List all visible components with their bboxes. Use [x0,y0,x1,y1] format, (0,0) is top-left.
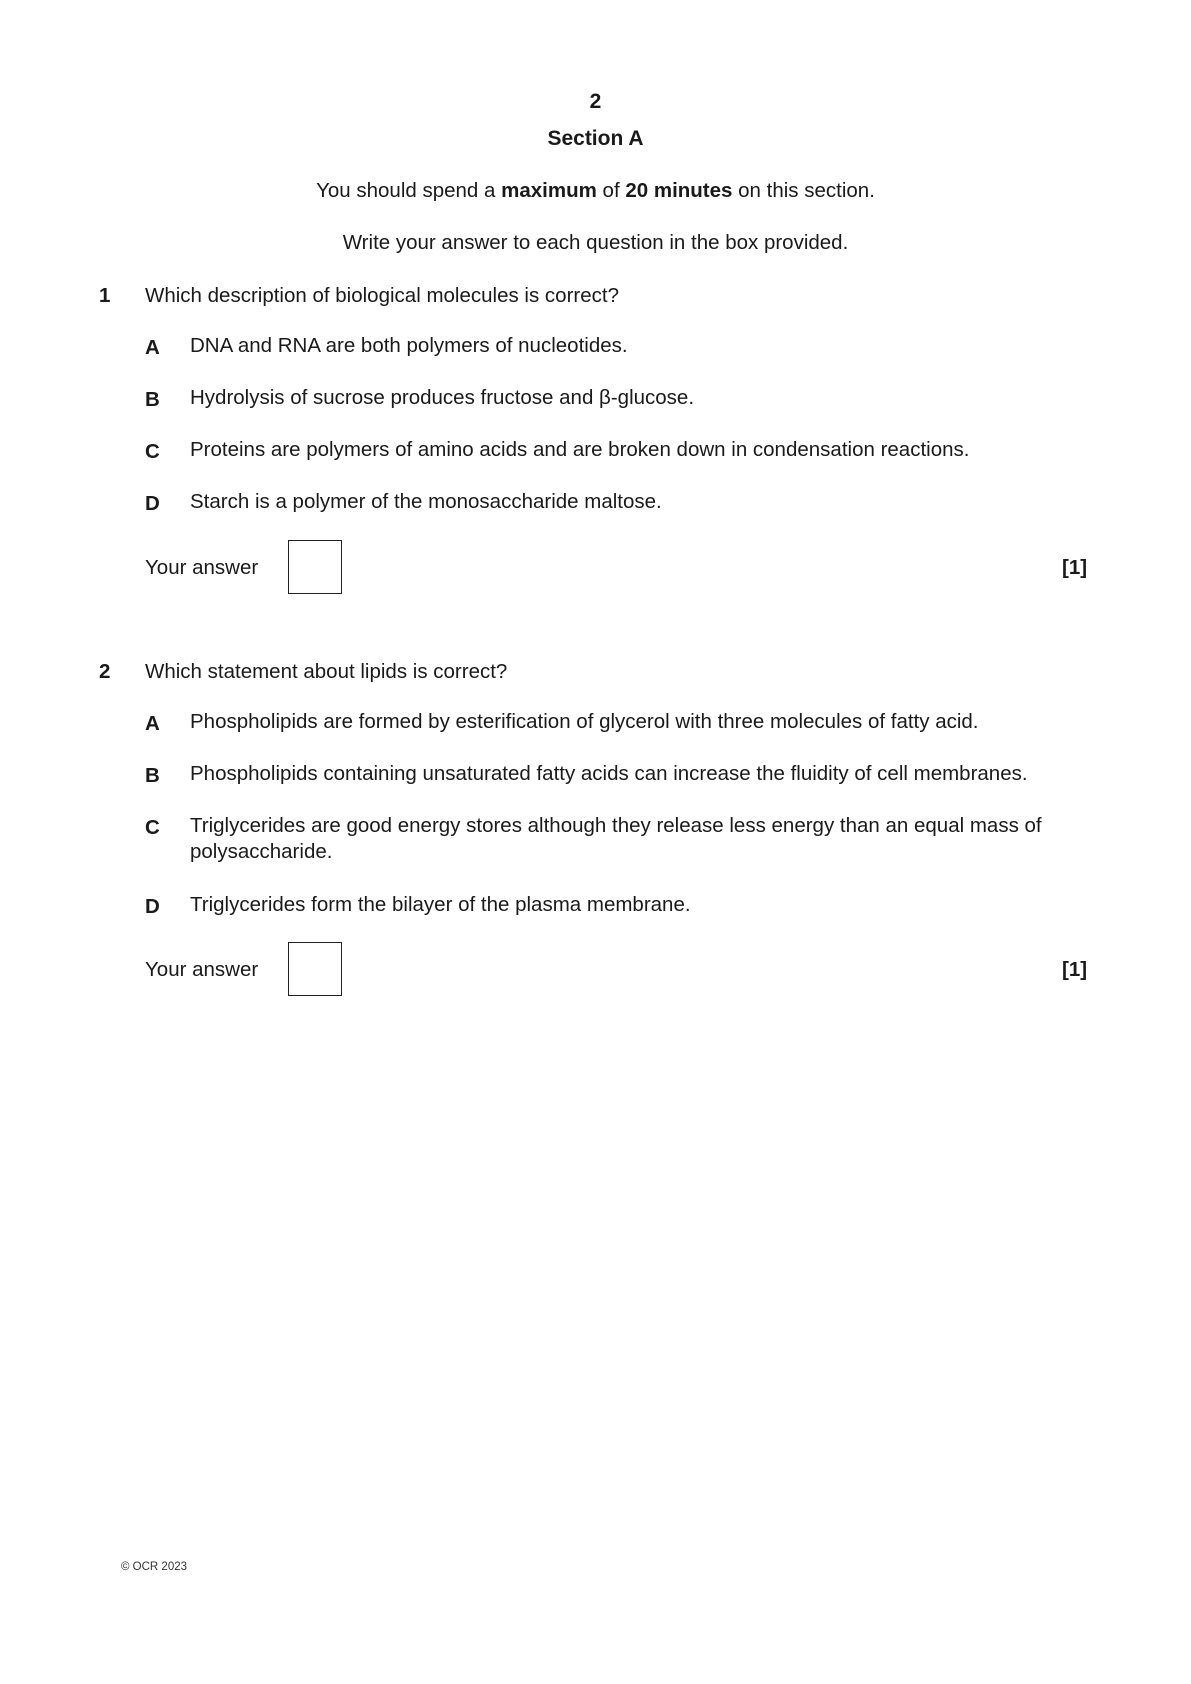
option-letter-b: B [145,764,160,787]
question-text: Which statement about lipids is correct? [145,660,508,683]
option-letter-a: A [145,712,160,735]
instruction-text: of [596,179,626,202]
marks-label: [1] [1062,958,1088,981]
instruction-emphasis-time: 20 minutes [625,179,733,202]
option-letter-d: D [145,492,160,515]
answer-instructions: Write your answer to each question in the box provided. [342,231,849,254]
instruction-text: on this section. [732,179,875,202]
page-number: 2 [589,90,602,113]
copyright-footer: © OCR 2023 [121,1561,188,1573]
question-number: 1 [99,284,111,307]
option-letter-b: B [145,388,160,411]
option-text-a: Phospholipids are formed by esterification of glycerol with three molecules of fatty acid. [190,710,979,733]
option-letter-a: A [145,336,160,359]
option-text-d: Triglycerides form the bilayer of the plasma membrane. [190,893,691,916]
section-instructions [0,179,1191,203]
instruction-emphasis-maximum: maximum [501,179,597,202]
answer-box[interactable] [288,540,342,594]
option-text-b: Hydrolysis of sucrose produces fructose and β-glucose. [190,386,695,409]
instruction-text: You should spend a [316,179,502,202]
option-letter-d: D [145,895,160,918]
question-number: 2 [99,660,111,683]
option-text-b: Phospholipids containing unsaturated fatty acids can increase the fluidity of cell membranes. [190,762,1028,785]
option-text-c: Proteins are polymers of amino acids and are broken down in condensation reactions. [190,438,970,461]
option-text-d: Starch is a polymer of the monosaccharide maltose. [190,490,662,513]
answer-box[interactable] [288,942,342,996]
marks-label: [1] [1062,556,1088,579]
question-text: Which description of biological molecules is correct? [145,284,619,307]
option-letter-c: C [145,440,160,463]
answer-label: Your answer [145,556,259,579]
option-text-c: Triglycerides are good energy stores although they release less energy than an equal mass of polysaccharide. [190,814,1042,863]
option-letter-c: C [145,816,160,839]
answer-label: Your answer [145,958,259,981]
option-text-a: DNA and RNA are both polymers of nucleotides. [190,334,628,357]
section-title: Section A [547,127,644,150]
